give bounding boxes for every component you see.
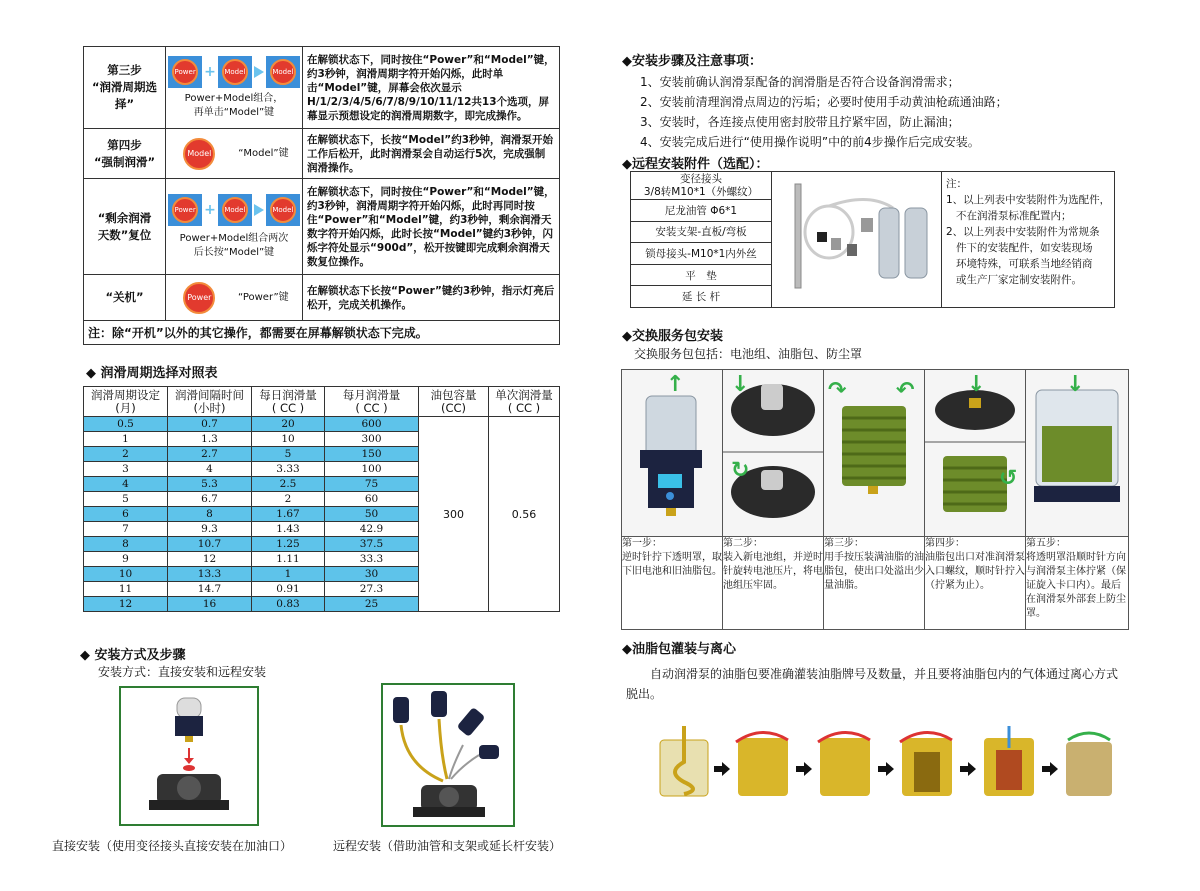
grease-pack-stage — [818, 732, 870, 796]
arrow-right-icon — [960, 762, 976, 776]
kit-step-caption: 第一步： 逆时针拧下透明罩，取下旧电池和旧油脂包。 — [622, 537, 723, 630]
step-icons — [166, 179, 303, 275]
accessory-item: 安装支架-直板/弯板 — [631, 221, 772, 243]
table-cell: 7 — [84, 522, 168, 537]
cycle-header-row — [84, 387, 560, 417]
kit-step-caption: 第四步： 油脂包出口对准润滑泵入口螺纹，顺时针拧入（拧紧为止）。 — [925, 537, 1026, 630]
step-row — [84, 129, 560, 179]
service-kit-table — [621, 369, 1129, 630]
step-icon-caption: “Model”键 — [238, 147, 289, 159]
step-icon-caption: “Power”键 — [237, 291, 289, 303]
grease-pack-stage — [736, 732, 788, 796]
table-cell: 3.33 — [252, 462, 325, 477]
kit-image-row — [622, 370, 1129, 537]
plus-icon: + — [204, 63, 216, 80]
accessories-title: ◆远程安装附件（选配）： — [622, 157, 769, 172]
accessory-item: 锁母接头-M10*1内外丝 — [631, 243, 772, 265]
table-cell: 1.67 — [252, 507, 325, 522]
note-item: 1、安装前确认润滑泵配备的润滑脂是否符合设备润滑需求； — [640, 75, 960, 89]
table-cell: 16 — [168, 597, 252, 612]
service-kit-subtitle: 交换服务包包括：电池组、油脂包、防尘罩 — [634, 347, 863, 361]
model-button-icon: Model — [266, 194, 300, 226]
table-cell: 2 — [84, 447, 168, 462]
install-methods: 安装方式：直接安装和远程安装 — [98, 665, 267, 679]
down-arrow-icon: ↓ — [731, 372, 750, 397]
table-cell: 60 — [325, 492, 419, 507]
step-name: 第三步 “润滑周期选择” — [84, 47, 166, 129]
step-description: 在解锁状态下，同时按住“Power”和“Model”键，约3秒钟，润滑周期字符开始闪烁，此时单击“Model”键，屏幕会依次显示H/1/2/3/4/5/6/7/8/9/10/11/12共13个选项，屏幕显示预想设定的润滑周期数字，即完成操作。 — [303, 47, 560, 129]
cycle-header: 油包容量 (CC) — [419, 387, 489, 417]
note-row — [84, 321, 560, 345]
up-arrow-icon: ↑ — [666, 372, 685, 397]
step-icons — [166, 47, 303, 129]
power-button-icon: Power — [168, 194, 202, 226]
accessory-item: 尼龙油管 Φ6*1 — [631, 200, 772, 222]
kit-step-caption: 第三步： 用手按压装满油脂的油脂包，使出口处溢出少量油脂。 — [824, 537, 925, 630]
step-description: 在解锁状态下，长按“Model”约3秒钟，润滑泵开始工作后松开，此时润滑泵会自动运行5次，完成强制润滑操作。 — [303, 129, 560, 179]
cycle-header: 每月润滑量 ( CC ) — [325, 387, 419, 417]
capacity-cell: 300 — [419, 417, 489, 612]
step-description: 在解锁状态下长按“Power”键约3秒钟，指示灯亮后松开，完成关机操作。 — [303, 275, 560, 321]
table-cell: 300 — [325, 432, 419, 447]
note-item: 3、安装时，各连接点使用密封胶带且拧紧牢固，防止漏油； — [640, 115, 960, 129]
notes-list — [640, 72, 1008, 152]
grease-pack-stage — [660, 726, 708, 796]
table-cell: 600 — [325, 417, 419, 432]
power-button-icon: Power — [168, 56, 202, 88]
step-name: “关机” — [84, 275, 166, 321]
table-cell: 1.11 — [252, 552, 325, 567]
table-cell: 4 — [168, 462, 252, 477]
down-arrow-icon: ↓ — [1066, 372, 1085, 397]
table-cell: 1 — [84, 432, 168, 447]
power-button-icon: Power — [179, 279, 219, 317]
down-arrow-icon: ↓ — [967, 372, 986, 397]
table-cell: 12 — [84, 597, 168, 612]
kit-step-image — [925, 370, 1026, 537]
note-item: 4、安装完成后进行“使用操作说明”中的前4步操作后完成安装。 — [640, 135, 980, 149]
arrow-right-icon — [796, 762, 812, 776]
step-name: “剩余润滑 天数”复位 — [84, 179, 166, 275]
step-icons — [166, 129, 303, 179]
grease-pack-stage — [900, 732, 952, 796]
table-cell: 0.91 — [252, 582, 325, 597]
cycle-header: 润滑周期设定 (月) — [84, 387, 168, 417]
table-cell: 30 — [325, 567, 419, 582]
model-button-icon: Model — [266, 56, 300, 88]
table-cell: 75 — [325, 477, 419, 492]
table-cell: 0.83 — [252, 597, 325, 612]
arrow-right-icon — [254, 204, 264, 216]
step-name: 第四步 “强制润滑” — [84, 129, 166, 179]
kit-caption-row — [622, 537, 1129, 630]
table-cell: 10 — [84, 567, 168, 582]
cycle-section-title: ◆ 润滑周期选择对照表 — [86, 366, 218, 381]
step-icons — [166, 275, 303, 321]
rotate-arrow-icon: ↻ — [731, 458, 750, 483]
rotate-arrow-icon: ↶ — [896, 378, 915, 403]
step-row — [84, 275, 560, 321]
cycle-header: 单次润滑量 ( CC ) — [489, 387, 560, 417]
table-cell: 4 — [84, 477, 168, 492]
install-title: ◆ 安装方式及步骤 — [80, 648, 186, 663]
step-icon-caption: Power+Model组合两次 后长按“Model”键 — [179, 232, 289, 258]
table-cell: 5 — [252, 447, 325, 462]
fill-title: ◆油脂包灌装与离心 — [622, 642, 736, 657]
step-row — [84, 47, 560, 129]
model-button-icon: Model — [218, 194, 252, 226]
table-row — [84, 417, 560, 432]
grease-pack-stage — [984, 726, 1034, 796]
step-row — [84, 179, 560, 275]
table-cell: 6.7 — [168, 492, 252, 507]
unlock-note: 注：除“开机”以外的其它操作，都需要在屏幕解锁状态下完成。 — [84, 321, 560, 345]
table-cell: 37.5 — [325, 537, 419, 552]
table-cell: 50 — [325, 507, 419, 522]
cycle-header: 每日润滑量 ( CC ) — [252, 387, 325, 417]
table-cell: 25 — [325, 597, 419, 612]
arrow-right-icon — [254, 66, 264, 78]
arrow-right-icon — [878, 762, 894, 776]
table-cell: 27.3 — [325, 582, 419, 597]
remote-install-illustration — [383, 685, 513, 825]
kit-step-image — [723, 370, 824, 537]
table-cell: 0.7 — [168, 417, 252, 432]
accessories-note: 注： 1、以上列表中安装附件为选配件， 不在润滑泵标准配置内； 2、以上列表中安装附件为常规条 件下的安装配件，如安装现场 环境特殊，可联系当地经销商 或生产厂家定制安装附件。 — [942, 172, 1115, 308]
table-cell: 12 — [168, 552, 252, 567]
cycle-header: 润滑间隔时间 (小时) — [168, 387, 252, 417]
table-cell: 9 — [84, 552, 168, 567]
table-cell: 150 — [325, 447, 419, 462]
arrow-right-icon — [714, 762, 730, 776]
table-cell: 33.3 — [325, 552, 419, 567]
table-cell: 10 — [252, 432, 325, 447]
step-description: 在解锁状态下，同时按住“Power”和“Model”键，约3秒钟，润滑周期字符开始闪烁，此时再同时按住“Power”和“Model”键，约3秒钟，剩余润滑天数字符开始闪烁，此时长按“Model”键约3秒钟，闪烁字符处显示“900d”，松开按键即完成剩余润滑天数复位操作。 — [303, 179, 560, 275]
table-cell: 1.43 — [252, 522, 325, 537]
rotate-arrow-icon: ↷ — [828, 378, 847, 403]
kit-step-caption: 第五步： 将透明罩沿顺时针方向与润滑泵主体拧紧（保证旋入卡口内）。最后在润滑泵外部套上防尘罩。 — [1026, 537, 1129, 630]
kit-step-caption: 第二步： 装入新电池组，并逆时针旋转电池压片，将电池组压牢固。 — [723, 537, 824, 630]
table-cell: 11 — [84, 582, 168, 597]
table-cell: 2.5 — [252, 477, 325, 492]
table-cell: 42.9 — [325, 522, 419, 537]
accessory-item: 延 长 杆 — [631, 286, 772, 308]
table-cell: 5.3 — [168, 477, 252, 492]
kit-step-image — [1026, 370, 1129, 537]
table-cell: 100 — [325, 462, 419, 477]
direct-install-image — [119, 686, 259, 826]
service-kit-title: ◆交换服务包安装 — [622, 329, 723, 344]
direct-install-caption: 直接安装（使用变径接头直接安装在加油口） — [52, 839, 293, 853]
table-cell: 6 — [84, 507, 168, 522]
table-cell: 14.7 — [168, 582, 252, 597]
table-cell: 8 — [84, 537, 168, 552]
cycle-table — [83, 386, 560, 612]
kit-step-image — [824, 370, 925, 537]
direct-install-illustration — [121, 688, 257, 824]
table-cell: 3 — [84, 462, 168, 477]
table-cell: 2.7 — [168, 447, 252, 462]
grease-pack-stage — [1066, 733, 1112, 796]
accessory-item: 平 垫 — [631, 264, 772, 286]
single-dose-cell: 0.56 — [489, 417, 560, 612]
arrow-right-icon — [1042, 762, 1058, 776]
table-cell: 2 — [252, 492, 325, 507]
table-cell: 1.25 — [252, 537, 325, 552]
rotate-arrow-icon: ↺ — [999, 466, 1018, 491]
model-button-icon: Model — [179, 135, 219, 173]
step-icon-caption: Power+Model组合， 再单击“Model”键 — [184, 92, 284, 118]
table-cell: 9.3 — [168, 522, 252, 537]
operation-steps-table — [83, 46, 560, 345]
notes-title: ◆安装步骤及注意事项： — [622, 54, 762, 69]
accessories-table — [630, 171, 1115, 308]
model-button-icon: Model — [218, 56, 252, 88]
accessories-illustration — [773, 172, 941, 304]
remote-install-image — [381, 683, 515, 827]
kit-step-image — [622, 370, 723, 537]
fill-process-illustration — [656, 722, 1116, 802]
table-cell: 5 — [84, 492, 168, 507]
table-cell: 13.3 — [168, 567, 252, 582]
table-cell: 8 — [168, 507, 252, 522]
table-cell: 1.3 — [168, 432, 252, 447]
table-cell: 1 — [252, 567, 325, 582]
table-cell: 20 — [252, 417, 325, 432]
remote-install-caption: 远程安装（借助油管和支架或延长杆安装） — [333, 839, 562, 853]
table-cell: 10.7 — [168, 537, 252, 552]
accessories-image — [772, 172, 942, 308]
fill-text: 自动润滑泵的油脂包要准确灌装油脂牌号及数量，并且要将油脂包内的气体通过离心方式脱出。 — [626, 667, 1119, 701]
note-item: 2、安装前清理润滑点周边的污垢；必要时使用手动黄油枪疏通油路； — [640, 95, 1008, 109]
plus-icon: + — [204, 201, 216, 218]
table-cell: 0.5 — [84, 417, 168, 432]
accessory-item: 变径接头 3/8转M10*1（外螺纹） — [631, 172, 772, 200]
